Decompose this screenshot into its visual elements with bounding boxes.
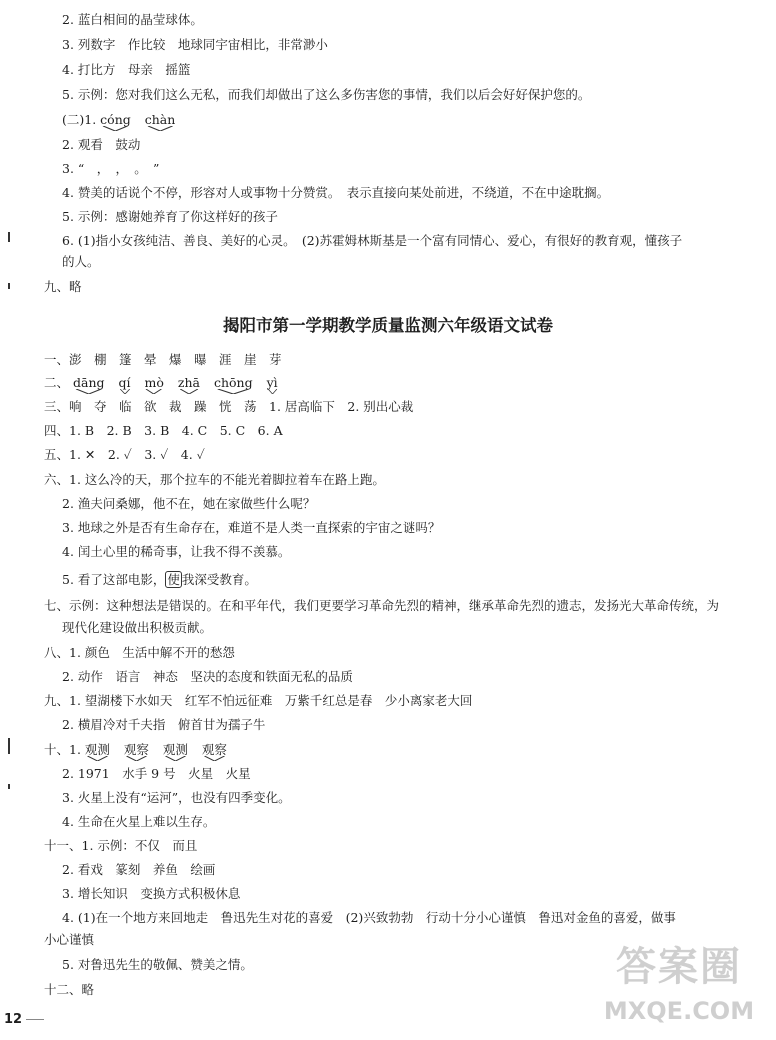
word-text: 观测 bbox=[162, 742, 188, 757]
answer-prefix: (二)1. bbox=[62, 112, 97, 127]
pinyin-text: mò bbox=[144, 375, 164, 390]
answer-line: 一、澎 棚 篷 晕 爆 曝 涯 崖 芽 bbox=[44, 352, 282, 367]
answer-text: 我深受教育。 bbox=[181, 572, 257, 587]
answer-line: 3. 列数字 作比较 地球同宇宙相比，非常渺小 bbox=[62, 37, 328, 52]
pinyin-word bbox=[119, 375, 131, 391]
answer-line: 六、1. 这么冷的天，那个拉车的不能光着脚拉着车在路上跑。 bbox=[44, 472, 385, 487]
answer-line: 十一、1. 示例：不仅 而且 bbox=[44, 838, 198, 853]
answer-line: 2. 观看 鼓动 bbox=[62, 137, 141, 152]
answer-line-pinyin bbox=[44, 375, 288, 391]
answer-line: 三、响 夺 临 欲 裁 躁 恍 荡 1. 居高临下 2. 别出心裁 bbox=[44, 399, 414, 414]
answer-line: 现代化建设做出积极贡献。 bbox=[62, 620, 213, 635]
tone-mark-icon bbox=[178, 389, 200, 394]
answer-line-pinyin bbox=[44, 742, 237, 758]
answer-line: 4. 打比方 母亲 摇篮 bbox=[62, 62, 191, 77]
check-mark-icon bbox=[202, 756, 227, 761]
marked-word bbox=[85, 742, 110, 758]
pinyin-word bbox=[73, 375, 105, 391]
pinyin-word bbox=[144, 375, 163, 391]
word-text: 观察 bbox=[201, 742, 227, 757]
answer-line: 七、示例：这种想法是错误的。在和平年代，我们更要学习革命先烈的精神，继承革命先烈的遗志，发扬光大革命传统，为 bbox=[44, 598, 720, 613]
answer-line: 小心谨慎 bbox=[44, 932, 95, 947]
answer-line: 5. 对鲁迅先生的敬佩、赞美之情。 bbox=[62, 957, 253, 972]
pinyin-word bbox=[267, 375, 278, 391]
page-number: 12 bbox=[4, 1012, 23, 1027]
answer-line: 2. 看戏 篆刻 养鱼 绘画 bbox=[62, 862, 216, 877]
tone-mark-icon bbox=[119, 389, 131, 394]
scan-mark bbox=[8, 738, 10, 754]
answer-line: 4. 赞美的话说个不停，形容对人或事物十分赞赏。 表示直接向某处前进，不绕道，不在中途耽搁。 bbox=[62, 185, 610, 200]
answer-text: 5. 看了这部电影， bbox=[62, 572, 166, 587]
answer-line: 四、1. B 2. B 3. B 4. C 5. C 6. A bbox=[44, 423, 283, 438]
answer-line: 九、略 bbox=[44, 279, 82, 294]
answer-line: 2. 动作 语言 神态 坚决的态度和铁面无私的品质 bbox=[62, 669, 353, 684]
watermark-logo bbox=[594, 935, 764, 1035]
answer-line: 4. 生命在火星上难以生存。 bbox=[62, 814, 216, 829]
check-mark-icon bbox=[124, 756, 149, 761]
tone-mark-icon bbox=[267, 389, 278, 394]
word-text: 观察 bbox=[123, 742, 149, 757]
scan-mark bbox=[8, 283, 10, 289]
marked-word bbox=[202, 742, 227, 758]
answer-line: 6. (1)指小女孩纯洁、善良、美好的心灵。 (2)苏霍姆林斯基是一个富有同情心、爱心，有很好的教育观，懂孩子 bbox=[62, 233, 683, 248]
marked-word bbox=[163, 742, 188, 758]
answer-line: 4. 闰土心里的稀奇事，让我不得不羡慕。 bbox=[62, 544, 291, 559]
pinyin-text: qí bbox=[118, 375, 131, 390]
pinyin-text: dāng bbox=[73, 375, 105, 390]
tone-mark-icon bbox=[144, 389, 163, 394]
pinyin-word bbox=[100, 112, 131, 128]
tone-mark-icon bbox=[73, 389, 105, 394]
pinyin-text: zhā bbox=[177, 375, 200, 390]
pinyin-text: chōng bbox=[213, 375, 253, 390]
pinyin-word bbox=[214, 375, 253, 391]
answer-line: 3. 火星上没有“运河”，也没有四季变化。 bbox=[62, 790, 291, 805]
check-mark-icon bbox=[85, 756, 110, 761]
scan-mark bbox=[8, 784, 10, 789]
tone-mark-icon bbox=[100, 126, 131, 131]
watermark-url: MXQE.COM bbox=[603, 997, 755, 1025]
corrected-word: 使 bbox=[167, 572, 180, 587]
check-mark-icon bbox=[163, 756, 188, 761]
answer-line: 2. 横眉冷对千夫指 俯首甘为孺子牛 bbox=[62, 717, 266, 732]
answer-line: 九、1. 望湖楼下水如天 红军不怕远征难 万紫千红总是春 少小离家老大回 bbox=[44, 693, 473, 708]
pinyin-word bbox=[178, 375, 200, 391]
answer-prefix: 十、1. bbox=[44, 742, 81, 757]
pinyin-text: chàn bbox=[144, 112, 176, 127]
answer-line bbox=[62, 572, 257, 588]
answer-line: 3. 地球之外是否有生命存在，难道不是人类一直探索的宇宙之谜吗？ bbox=[62, 520, 441, 535]
tone-mark-icon bbox=[214, 389, 253, 394]
answer-line: 的人。 bbox=[62, 254, 100, 269]
word-text: 观测 bbox=[84, 742, 110, 757]
answer-line: 3. “ ， ， 。 ” bbox=[62, 161, 160, 176]
footer-rule bbox=[26, 1019, 44, 1020]
page-title: 揭阳市第一学期教学质量监测六年级语文试卷 bbox=[223, 316, 553, 335]
pinyin-text: yì bbox=[266, 375, 278, 390]
answer-prefix: 二、 bbox=[44, 375, 70, 390]
answer-line: 十二、略 bbox=[44, 982, 95, 997]
answer-line: 2. 渔夫问桑娜，他不在，她在家做些什么呢？ bbox=[62, 496, 316, 511]
answer-line: 2. 1971 水手 9 号 火星 火星 bbox=[62, 766, 251, 781]
pinyin-text: cóng bbox=[100, 112, 131, 127]
scan-mark bbox=[8, 232, 10, 242]
answer-line: 5. 示例：您对我们这么无私，而我们却做出了这么多伤害您的事情，我们以后会好好保护您的。 bbox=[62, 87, 591, 102]
answer-line: 5. 示例：感谢她养育了你这样好的孩子 bbox=[62, 209, 278, 224]
answer-line: 五、1. ✕ 2. ✓ 3. ✓ 4. ✓ bbox=[44, 447, 205, 462]
answer-line: 4. (1)在一个地方来回地走 鲁迅先生对花的喜爱 (2)兴致勃勃 行动十分小心谨慎 鲁迅对金鱼的喜爱，做事 bbox=[62, 910, 676, 925]
watermark-text: 答案圈 bbox=[616, 944, 742, 990]
marked-word bbox=[124, 742, 149, 758]
tone-mark-icon bbox=[145, 126, 176, 131]
answer-line: 2. 蓝白相间的晶莹球体。 bbox=[62, 12, 203, 27]
pinyin-word bbox=[145, 112, 176, 128]
answer-line: 八、1. 颜色 生活中解不开的愁怨 bbox=[44, 645, 235, 660]
answer-line: 3. 增长知识 变换方式积极休息 bbox=[62, 886, 241, 901]
answer-line-pinyin bbox=[62, 112, 185, 128]
